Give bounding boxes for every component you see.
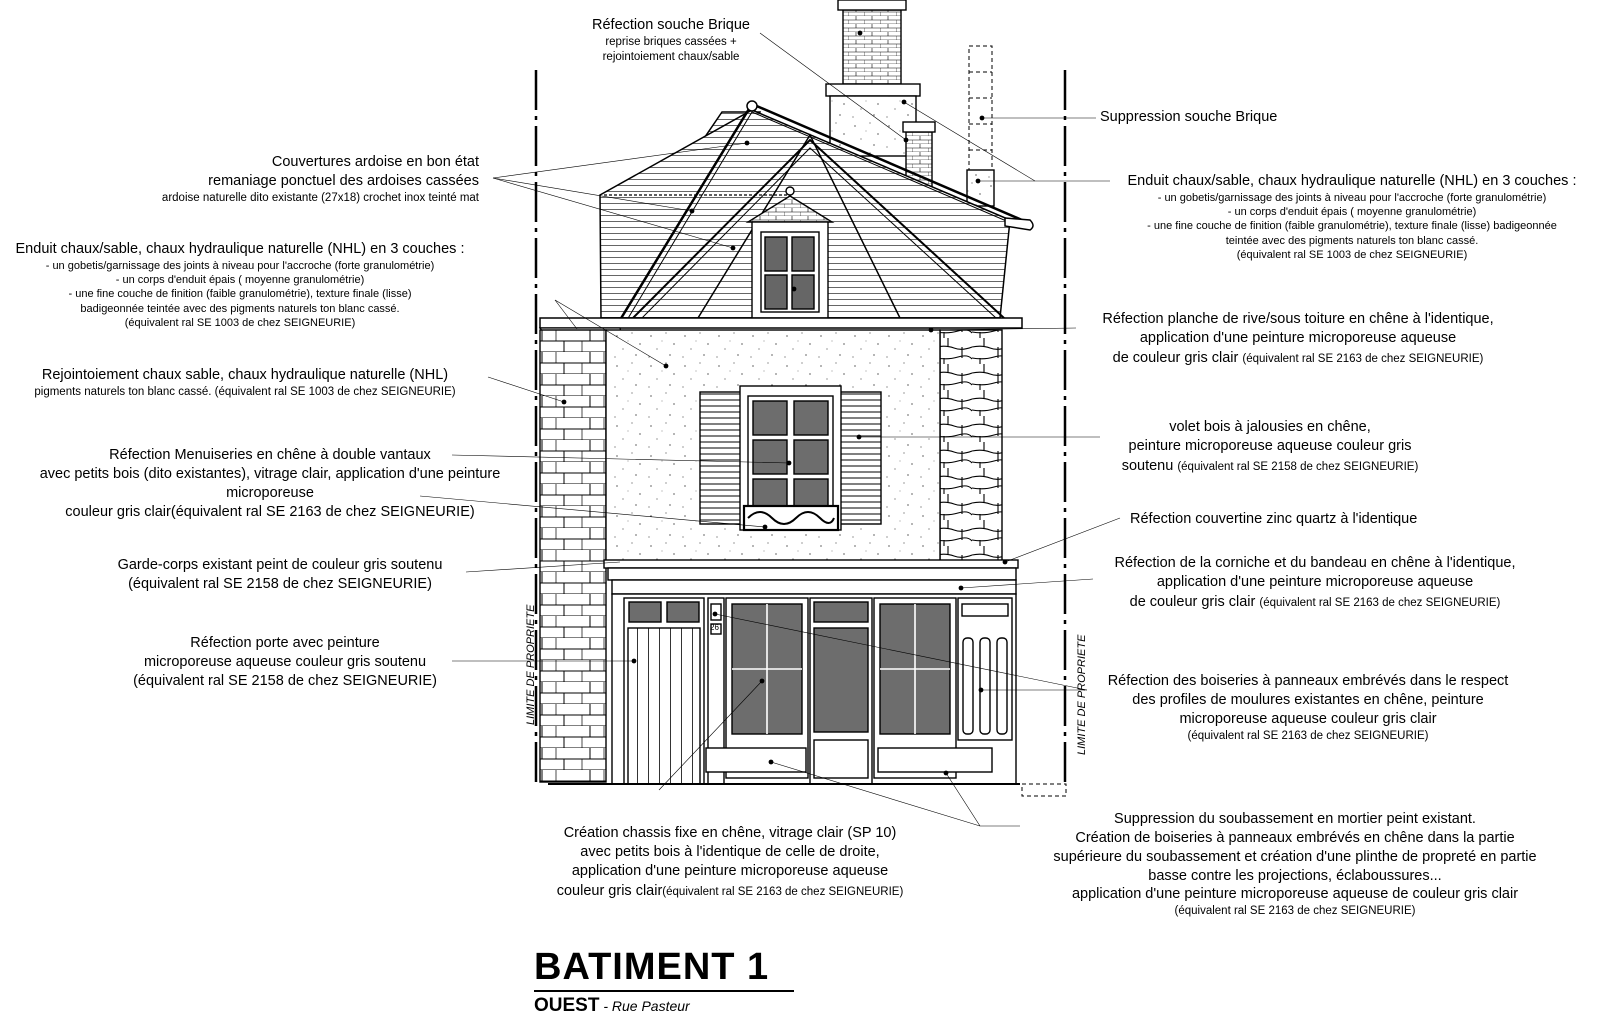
note-couvertine-line1: Réfection couvertine zinc quartz à l'identique — [1130, 511, 1418, 527]
title-block — [534, 948, 794, 1017]
note-couvertures — [162, 153, 479, 206]
shopfront — [612, 594, 1016, 784]
note-planche-rive-line2: application d'une peinture microporeuse aqueuse — [1139, 329, 1457, 346]
note-enduit-left-line3: - une fine couche de finition (faible granulométrie), texture finale (lisse) — [68, 288, 412, 301]
note-suppression-souche-title: Suppression souche Brique — [1100, 109, 1278, 125]
note-soubassement — [1030, 810, 1560, 919]
orientation-label: OUEST — [534, 995, 600, 1016]
note-couvertures-line1: Couvertures ardoise en bon état — [271, 154, 479, 170]
note-corniche — [1090, 554, 1540, 612]
note-enduit-right-line1: - un gobetis/garnissage des joints à niveau pour l'accroche (forte granulométrie) — [1157, 191, 1547, 204]
note-porte-line2: microporeuse aqueuse couleur gris soutenu — [143, 653, 427, 670]
first-floor-window — [700, 386, 881, 530]
note-chassis-line2: avec petits bois à l'identique de celle de droite, — [580, 843, 880, 860]
note-enduit-right-line2: - un corps d'enduit épais ( moyenne granulométrie) — [1227, 206, 1477, 219]
note-corniche-line3b: (équivalent ral SE 2163 de chez SEIGNEURIE) — [1259, 596, 1501, 609]
left-stone-wall — [540, 330, 606, 782]
note-chassis-line1: Création chassis fixe en chêne, vitrage clair (SP 10) — [563, 825, 897, 841]
note-planche-rive-line3b: (équivalent ral SE 2163 de chez SEIGNEURIE) — [1242, 352, 1484, 365]
note-corniche-line2: application d'une peinture microporeuse aqueuse — [1156, 573, 1474, 590]
note-chassis-line4a: couleur gris clair — [556, 882, 663, 899]
note-porte-line3: (équivalent ral SE 2158 de chez SEIGNEURIE) — [133, 672, 437, 689]
note-enduit-left-line2: - un corps d'enduit épais ( moyenne granulométrie) — [115, 274, 365, 287]
note-rejointoiement-line2: pigments naturels ton blanc cassé. (équivalent ral SE 1003 de chez SEIGNEURIE) — [34, 385, 456, 398]
note-garde-corps — [100, 556, 460, 594]
note-corniche-line1: Réfection de la corniche et du bandeau en chêne à l'identique, — [1114, 555, 1516, 571]
note-garde-corps-line2: (équivalent ral SE 2158 de chez SEIGNEURIE) — [128, 575, 432, 592]
eaves-board — [540, 318, 1022, 328]
note-soubassement-line1: Suppression du soubassement en mortier peint existant. — [1114, 811, 1476, 827]
note-menuiseries-line4: couleur gris clair(équivalent ral SE 2163 de chez SEIGNEURIE) — [65, 503, 475, 520]
shopfront-cornice — [604, 560, 1018, 594]
note-enduit-left — [0, 240, 480, 330]
property-limit-label-right: LIMITE DE PROPRIETE — [1076, 634, 1088, 755]
note-enduit-right-line4: teintée avec des pigments naturels ton blanc cassé. — [1225, 234, 1479, 247]
dashed-footing — [1022, 784, 1066, 796]
note-soubassement-line4: basse contre les projections, éclaboussures... — [1148, 867, 1442, 884]
street-label: - Rue Pasteur — [599, 998, 690, 1014]
note-planche-rive-line3a: de couleur gris clair — [1112, 349, 1243, 366]
note-soubassement-line2: Création de boiseries à panneaux embrévés en chêne dans la partie — [1075, 829, 1515, 846]
note-suppression-souche — [1100, 108, 1277, 127]
note-chassis — [530, 824, 930, 901]
note-enduit-left-line4: badigeonnée teintée avec des pigments naturels ton blanc cassé. — [80, 302, 400, 315]
note-boiseries-line3: microporeuse aqueuse couleur gris clair — [1179, 710, 1437, 727]
note-porte — [110, 634, 460, 691]
note-rejointoiement — [0, 366, 490, 400]
note-planche-rive-line1: Réfection planche de rive/sous toiture en chêne à l'identique, — [1102, 311, 1494, 327]
note-enduit-left-line1: - un gobetis/garnissage des joints à niveau pour l'accroche (forte granulométrie) — [45, 259, 435, 272]
note-enduit-left-title: Enduit chaux/sable, chaux hydraulique naturelle (NHL) en 3 couches : — [15, 241, 465, 257]
note-enduit-right — [1108, 172, 1596, 262]
note-planche-rive — [1078, 310, 1518, 368]
note-soubassement-line3: supérieure du soubassement et création d'une plinthe de propreté en partie — [1053, 848, 1537, 865]
note-volet-line3b: (équivalent ral SE 2158 de chez SEIGNEURIE) — [1177, 460, 1419, 473]
note-porte-line1: Réfection porte avec peinture — [190, 635, 380, 651]
drawing-title: BATIMENT 1 — [534, 948, 794, 992]
note-corniche-line3a: de couleur gris clair — [1129, 593, 1260, 610]
note-volet-line3a: soutenu — [1121, 457, 1178, 474]
note-soubassement-line6: (équivalent ral SE 2163 de chez SEIGNEURIE) — [1174, 905, 1416, 918]
note-boiseries — [1090, 672, 1526, 743]
drawing-subtitle — [534, 995, 794, 1017]
note-souche-title: Réfection souche Brique — [592, 17, 750, 33]
note-chassis-line3: application d'une peinture microporeuse aqueuse — [571, 862, 889, 879]
note-enduit-right-title: Enduit chaux/sable, chaux hydraulique naturelle (NHL) en 3 couches : — [1127, 173, 1577, 189]
note-boiseries-line1: Réfection des boiseries à panneaux embrévés dans le respect — [1107, 673, 1509, 689]
note-menuiseries-line3: microporeuse — [226, 484, 314, 501]
note-souche-line1: reprise briques cassées + — [605, 35, 737, 48]
right-stone-wall — [940, 330, 1002, 562]
note-volet — [1090, 418, 1450, 476]
property-limit-label-left: LIMITE DE PROPRIETE — [525, 604, 537, 725]
removed-chimney-outline — [969, 46, 992, 170]
note-chassis-line4b: (équivalent ral SE 2163 de chez SEIGNEURIE) — [662, 885, 904, 898]
note-couvertures-line3: ardoise naturelle dito existante (27x18) crochet inox teinté mat — [161, 191, 479, 204]
note-menuiseries-line1: Réfection Menuiseries en chêne à double vantaux — [109, 447, 431, 463]
note-volet-line2: peinture microporeuse aqueuse couleur gris — [1128, 437, 1412, 454]
house-number: 26 — [710, 623, 719, 632]
note-couvertures-line2: remaniage ponctuel des ardoises cassées — [208, 172, 479, 189]
note-volet-line1: volet bois à jalousies en chêne, — [1169, 419, 1371, 435]
note-soubassement-line5: application d'une peinture microporeuse aqueuse de couleur gris clair — [1071, 886, 1519, 903]
note-boiseries-line2: des profiles de moulures existantes en chêne, peinture — [1132, 691, 1484, 708]
note-souche-line2: rejointoiement chaux/sable — [602, 50, 740, 63]
note-enduit-left-line5: (équivalent ral SE 1003 de chez SEIGNEURIE) — [124, 317, 356, 330]
note-menuiseries-line2: avec petits bois (dito existantes), vitrage clair, application d'une peinture — [39, 465, 501, 482]
note-couvertine — [1130, 510, 1417, 529]
note-boiseries-line4: (équivalent ral SE 2163 de chez SEIGNEURIE) — [1187, 729, 1429, 742]
note-enduit-right-line5: (équivalent ral SE 1003 de chez SEIGNEURIE) — [1236, 249, 1468, 262]
note-souche-brique — [566, 16, 776, 65]
small-chimney — [967, 170, 994, 206]
note-garde-corps-line1: Garde-corps existant peint de couleur gris soutenu — [117, 557, 443, 573]
note-rejointoiement-line1: Rejointoiement chaux sable, chaux hydraulique naturelle (NHL) — [41, 367, 449, 383]
note-enduit-right-line3: - une fine couche de finition (faible granulométrie), texture finale (lisse) badigeonnée — [1147, 220, 1557, 233]
note-menuiseries — [20, 446, 520, 521]
